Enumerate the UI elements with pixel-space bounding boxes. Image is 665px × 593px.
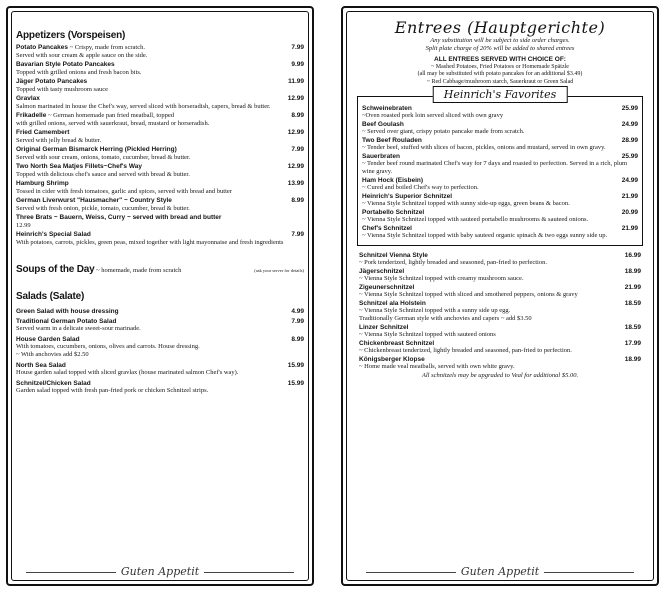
sides-box	[355, 56, 645, 86]
menu-item-title: Schnitzel ala Holstein	[359, 300, 426, 307]
menu-item-desc: ~ Vienna Style Schnitzel topped with sauteed onions	[359, 331, 496, 338]
sides-line-3: ~ Red Cabbage/mushroom starch, Sauerkraut or Green Salad	[426, 78, 574, 85]
menu-item	[359, 252, 641, 267]
menu-item-desc: ~ Vienna Style Schnitzel topped with sliced and smothered peppers, onions & gravy	[359, 291, 578, 298]
menu-item-row	[16, 95, 304, 103]
menu-item-title: North Sea Salad	[16, 362, 66, 369]
menu-item-name	[362, 225, 412, 232]
soups-note: (ask your server for details)	[254, 268, 304, 273]
menu-item-desc: ~ Vienna Style Schnitzel topped with creamy mushroom sauce.	[359, 275, 524, 282]
footer-rule-right	[204, 572, 294, 573]
menu-item-price: 12.99	[287, 95, 304, 102]
menu-item-desc: Served warm in a delicate sweet-sour marinade.	[16, 325, 141, 332]
menu-item-desc: with grilled onions, served with sauerkraut, bread, mustard or horseradish.	[16, 120, 210, 127]
menu-item-name	[16, 146, 177, 154]
menu-item-price: 18.99	[624, 356, 641, 363]
menu-item-title: Beef Goulash	[362, 121, 404, 128]
entrees-heading: Entrees (Hauptgerichte)	[394, 18, 606, 37]
menu-item-name	[359, 252, 428, 259]
menu-item-price: 25.99	[621, 153, 638, 160]
menu-item-desc: Topped with grilled onions and fresh bacon bits.	[16, 69, 142, 76]
menu-item-desc: Served with fresh onion, pickle, tomato, cucumber, bread & butter.	[16, 205, 190, 212]
menu-item-price: 8.99	[291, 336, 304, 343]
menu-item	[16, 214, 304, 230]
menu-item-row	[16, 380, 304, 387]
menu-item-desc: ~ Cured and boiled Chef's way to perfection.	[362, 184, 479, 191]
menu-item-name	[16, 362, 66, 369]
menu-item	[362, 153, 638, 176]
menu-item-name	[359, 284, 414, 291]
menu-item	[16, 197, 304, 213]
menu-item-row	[16, 214, 304, 222]
menu-item	[16, 336, 304, 359]
menu-item-price: 18.59	[624, 324, 641, 331]
menu-item-title: Zigeunerschnitzel	[359, 284, 415, 291]
menu-item-price: 17.99	[624, 340, 641, 347]
menu-item-name	[16, 78, 87, 86]
menu-item	[362, 105, 638, 120]
menu-item-row	[362, 153, 638, 160]
menu-item-title: Two North Sea Matjes Fillets~Chef's Way	[16, 163, 142, 170]
favorites-box	[357, 88, 643, 246]
footer-text: Guten Appetit	[460, 565, 540, 578]
menu-item-title: Chickenbreast Schnitzel	[359, 340, 435, 347]
menu-item-title: Green Salad with house dressing	[16, 308, 119, 315]
menu-item-row	[16, 44, 304, 52]
menu-item-price: 7.99	[291, 318, 304, 325]
menu-item-price: 7.99	[291, 231, 304, 238]
footer-rule-left	[26, 572, 116, 573]
menu-item	[16, 95, 304, 111]
menu-item-desc: Tossed in cider with fresh tomatoes, garlic and spices, served with bread and butter	[16, 188, 232, 195]
menu-item-name	[362, 121, 404, 128]
menu-item-row	[16, 318, 304, 325]
menu-item-title: Frikadelle	[16, 112, 47, 119]
menu-item-price: 25.99	[621, 105, 638, 112]
menu-item-price: 16.99	[624, 252, 641, 259]
menu-item	[16, 78, 304, 94]
menu-item-name	[16, 44, 145, 52]
menu-item-title: Schnitzel Vienna Style	[359, 252, 428, 259]
right-content	[355, 16, 645, 546]
appetizers-panel	[6, 6, 314, 586]
menu-item	[16, 112, 304, 128]
menu-item	[16, 231, 304, 247]
entrees-list	[355, 252, 645, 371]
menu-item-price: 8.99	[291, 112, 304, 119]
menu-item-price: 12.99	[287, 129, 304, 136]
menu-item-name	[359, 324, 408, 331]
menu-item-row	[16, 336, 304, 343]
menu-item-row	[359, 324, 641, 331]
menu-item	[16, 308, 304, 315]
menu-item-desc: ~ Vienna Style Schnitzel topped with sauteed portabello mushrooms & sauteed onions.	[362, 216, 589, 223]
menu-item-name	[359, 300, 426, 307]
menu-item-row	[362, 209, 638, 216]
menu-item-name	[362, 209, 424, 216]
menu-item-price: 21.99	[624, 284, 641, 291]
menu-item-title: Schnitzel/Chicken Salad	[16, 380, 91, 387]
menu-item-row	[16, 180, 304, 188]
menu-item	[16, 380, 304, 395]
menu-item	[359, 268, 641, 283]
menu-item-title: German Liverwurst "Hausmacher" ~ Country Style	[16, 197, 172, 204]
menu-item	[359, 284, 641, 299]
menu-item-desc: With tomatoes, cucumbers, onions, olives and carrots. House dressing. ~ With anchovies add $2.50	[16, 343, 200, 358]
menu-item-row	[362, 177, 638, 184]
menu-item-name	[16, 380, 91, 387]
menu-item-desc: ~ Vienna Style Schnitzel topped with a sunny side up egg. Traditionally German style with anchovies and capers ~ add $3.50	[359, 307, 532, 322]
menu-item-name	[16, 318, 116, 325]
menu-item-desc: ~ Tender beef, stuffed with slices of bacon, pickles, onions and mustard, served in own gravy.	[362, 144, 606, 151]
menu-item-title: Traditional German Potato Salad	[16, 318, 117, 325]
menu-item	[359, 340, 641, 355]
menu-item-name	[16, 163, 142, 171]
menu-item-title: Heinrich's Superior Schnitzel	[362, 193, 453, 200]
right-footer	[341, 565, 659, 578]
menu-item-desc: Topped with delicious chef's sauce and served with bread & butter.	[16, 171, 190, 178]
menu-item-row	[16, 362, 304, 369]
menu-item-desc: Topped with tasty mushroom sauce	[16, 86, 108, 93]
menu-item-title: Gravlax	[16, 95, 40, 102]
salads-title: Salads (Salate)	[16, 291, 85, 302]
menu-item-desc: ~ Tender beef round marinated Chef's way for 7 days and roasted to perfection. Served in a rich, plum wine gravy.	[362, 160, 628, 175]
menu-item-desc: Garden salad topped with fresh pan-fried pork or chicken Schnitzel strips.	[16, 387, 209, 394]
menu-item-title: Heinrich's Special Salad	[16, 231, 91, 238]
menu-item-title: Original German Bismarck Herring (Pickled Herring)	[16, 146, 177, 153]
menu-item-row	[359, 284, 641, 291]
menu-item-price: 7.99	[291, 44, 304, 51]
menu-item-name	[362, 177, 423, 184]
menu-item-row	[359, 268, 641, 275]
menu-item-desc: Salmon marinated in house the Chef's way, served sliced with horseradish, capers, bread & butter.	[16, 103, 271, 110]
menu-item-price: 28.99	[621, 137, 638, 144]
menu-item-title: Linzer Schnitzel	[359, 324, 409, 331]
sides-title: ALL ENTREES SERVED WITH CHOICE OF:	[434, 56, 566, 63]
menu-item-desc: 12.99	[16, 222, 31, 229]
menu-item	[16, 163, 304, 179]
menu-item-desc: ~ Served over giant, crispy potato pancake made from scratch.	[362, 128, 525, 135]
menu-item-row	[16, 112, 304, 120]
menu-item-desc: Served with sour cream, onions, tomato, cucumber, bread & butter.	[16, 154, 191, 161]
menu-item-desc: Served with sour cream & apple sauce on the side.	[16, 52, 148, 59]
menu-item	[359, 324, 641, 339]
menu-item-title: Two Beef Rouladen	[362, 137, 422, 144]
menu-item-desc: ~ Home made veal meatballs, served with own white gravy.	[359, 363, 515, 370]
menu-item-row	[359, 340, 641, 347]
menu-item-name	[362, 105, 412, 112]
menu-item-desc: House garden salad topped with sliced gravlax (house marinated salmon Chef's way).	[16, 369, 239, 376]
favorites-title: Heinrich's Favorites	[433, 86, 568, 103]
soups-desc: ~ homemade, made from scratch	[94, 267, 182, 274]
menu-item-desc: ~ Chickenbreast tenderized, lightly breaded and seasoned, pan-fried to perfection.	[359, 347, 572, 354]
menu-item-name	[16, 112, 174, 120]
menu-item-title: Hamburg Shrimp	[16, 180, 69, 187]
menu-item-inline-desc: ~ German homemade pan fried meatball, topped	[46, 112, 175, 119]
menu-item	[16, 318, 304, 333]
footer-text: Guten Appetit	[120, 565, 200, 578]
menu-item-inline-desc: ~ Crispy, made from scratch.	[68, 44, 145, 51]
menu-item-row	[16, 146, 304, 154]
menu-item-row	[362, 225, 638, 232]
menu-item	[16, 129, 304, 145]
menu-item-desc: With potatoes, carrots, pickles, green peas, mixed together with light mayonnaise and fresh ingredients	[16, 239, 284, 246]
menu-item-row	[362, 193, 638, 200]
menu-item-row	[16, 61, 304, 69]
menu-item-row	[362, 105, 638, 112]
menu-item-price: 21.99	[621, 225, 638, 232]
menu-item	[362, 209, 638, 224]
menu-item-row	[16, 231, 304, 239]
menu-item-price: 24.99	[621, 177, 638, 184]
menu-item-title: House Garden Salad	[16, 336, 80, 343]
menu-item	[16, 146, 304, 162]
menu-item-desc: Served with jelly bread & butter.	[16, 137, 102, 144]
left-footer	[6, 565, 314, 578]
menu-item-name	[16, 231, 91, 239]
menu-item	[359, 300, 641, 323]
menu-item	[16, 362, 304, 377]
salads-list	[16, 308, 304, 395]
soups-row	[16, 259, 304, 277]
menu-item-name	[359, 356, 425, 363]
menu-item-price: 13.99	[287, 180, 304, 187]
menu-item-title: Ham Hock (Eisbein)	[362, 177, 424, 184]
menu-item-title: Jägerschnitzel	[359, 268, 405, 275]
menu-item-price: 15.99	[287, 362, 304, 369]
soups-title: Soups of the Day	[16, 264, 95, 275]
menu-item-price: 24.99	[621, 121, 638, 128]
menu-item-price: 4.99	[291, 308, 304, 315]
menu-item-name	[16, 197, 172, 205]
footer-rule-left	[366, 572, 456, 573]
menu-item-name	[359, 268, 404, 275]
menu-item-title: Potato Pancakes	[16, 44, 69, 51]
menu-item-name	[16, 129, 69, 137]
split-plate-note: Split plate charge of 20% will be added to shared entrees	[425, 44, 575, 52]
menu-item-row	[16, 78, 304, 86]
sides-line-2: (all may be substituted with potato pancakes for an additional $3.49)	[417, 71, 583, 77]
menu-item-price: 18.99	[624, 268, 641, 275]
menu-item	[16, 180, 304, 196]
menu-item-row	[16, 129, 304, 137]
menu-item-price: 9.99	[291, 61, 304, 68]
menu-item	[362, 137, 638, 152]
footer-rule-right	[544, 572, 634, 573]
menu-item-name	[16, 336, 80, 343]
menu-item-title: Schweinebraten	[362, 105, 412, 112]
menu-item-name	[16, 95, 40, 103]
menu-item-name	[16, 180, 69, 188]
menu-item-title: Three Brats ~ Bauern, Weiss, Curry ~ served with bread and butter	[16, 214, 222, 221]
menu-item-row	[359, 252, 641, 259]
menu-item-row	[359, 356, 641, 363]
menu-item-title: Königsberger Klopse	[359, 356, 425, 363]
menu-item	[16, 61, 304, 77]
menu-item	[16, 44, 304, 60]
appetizers-list	[16, 44, 304, 247]
menu-item-desc: ~ Vienna Style Schnitzel topped with sunny side-up eggs, green beans & bacon.	[362, 200, 570, 207]
menu-item-title: Portabello Schnitzel	[362, 209, 425, 216]
menu-item-title: Sauerbraten	[362, 153, 400, 160]
menu-item-desc: ~ Pork tenderized, lightly breaded and seasoned, pan-fried to perfection.	[359, 259, 547, 266]
menu-item-name	[16, 61, 115, 69]
menu-item	[359, 356, 641, 371]
menu-item-row	[362, 137, 638, 144]
menu-item-price: 7.99	[291, 146, 304, 153]
sides-line-1: ~ Mashed Potatoes, Fried Potatoes or Homemade Spätzle	[431, 63, 569, 70]
left-content	[16, 30, 304, 546]
menu-item-price: 20.99	[621, 209, 638, 216]
entrees-panel	[341, 6, 659, 586]
menu-item-name	[362, 153, 400, 160]
substitution-note: Any substitution will be subject to side order charges.	[430, 37, 570, 44]
menu-item-row	[16, 163, 304, 171]
menu-item-price: 15.99	[287, 380, 304, 387]
menu-item-row	[362, 121, 638, 128]
menu-item-price: 12.99	[287, 163, 304, 170]
menu-item-price: 21.99	[621, 193, 638, 200]
menu-item-name	[16, 308, 119, 315]
menu-item	[362, 121, 638, 136]
menu-item-row	[16, 197, 304, 205]
menu-item-name	[362, 137, 422, 144]
menu-item-title: Chef's Schnitzel	[362, 225, 412, 232]
menu-item	[362, 177, 638, 192]
appetizers-title: Appetizers (Vorspeisen)	[16, 30, 126, 41]
menu-item-price: 8.99	[291, 197, 304, 204]
menu-item-title: Bavarian Style Potato Pancakes	[16, 61, 115, 68]
menu-item-title: Fried Camembert	[16, 129, 70, 136]
menu-item-row	[359, 300, 641, 307]
menu-item-title: Jäger Potato Pancakes	[16, 78, 88, 85]
favorites-list	[362, 105, 638, 240]
menu-item	[362, 225, 638, 240]
menu-item-name	[16, 214, 221, 222]
menu-item-name	[362, 193, 452, 200]
menu-item-desc: ~ Vienna Style Schnitzel topped with baby sauteed organic spinach & two eggs sunny side up.	[362, 232, 608, 239]
menu-item-name	[359, 340, 434, 347]
veal-upgrade-note: All schnitzels may be upgraded to Veal for additional $5.00.	[421, 372, 579, 379]
menu-item-desc: ~Oven roasted pork loin served sliced with own gravy	[362, 112, 504, 119]
menu-item-price: 11.99	[288, 78, 304, 85]
menu-item-row	[16, 308, 304, 315]
menu-item	[362, 193, 638, 208]
menu-item-price: 18.59	[624, 300, 641, 307]
